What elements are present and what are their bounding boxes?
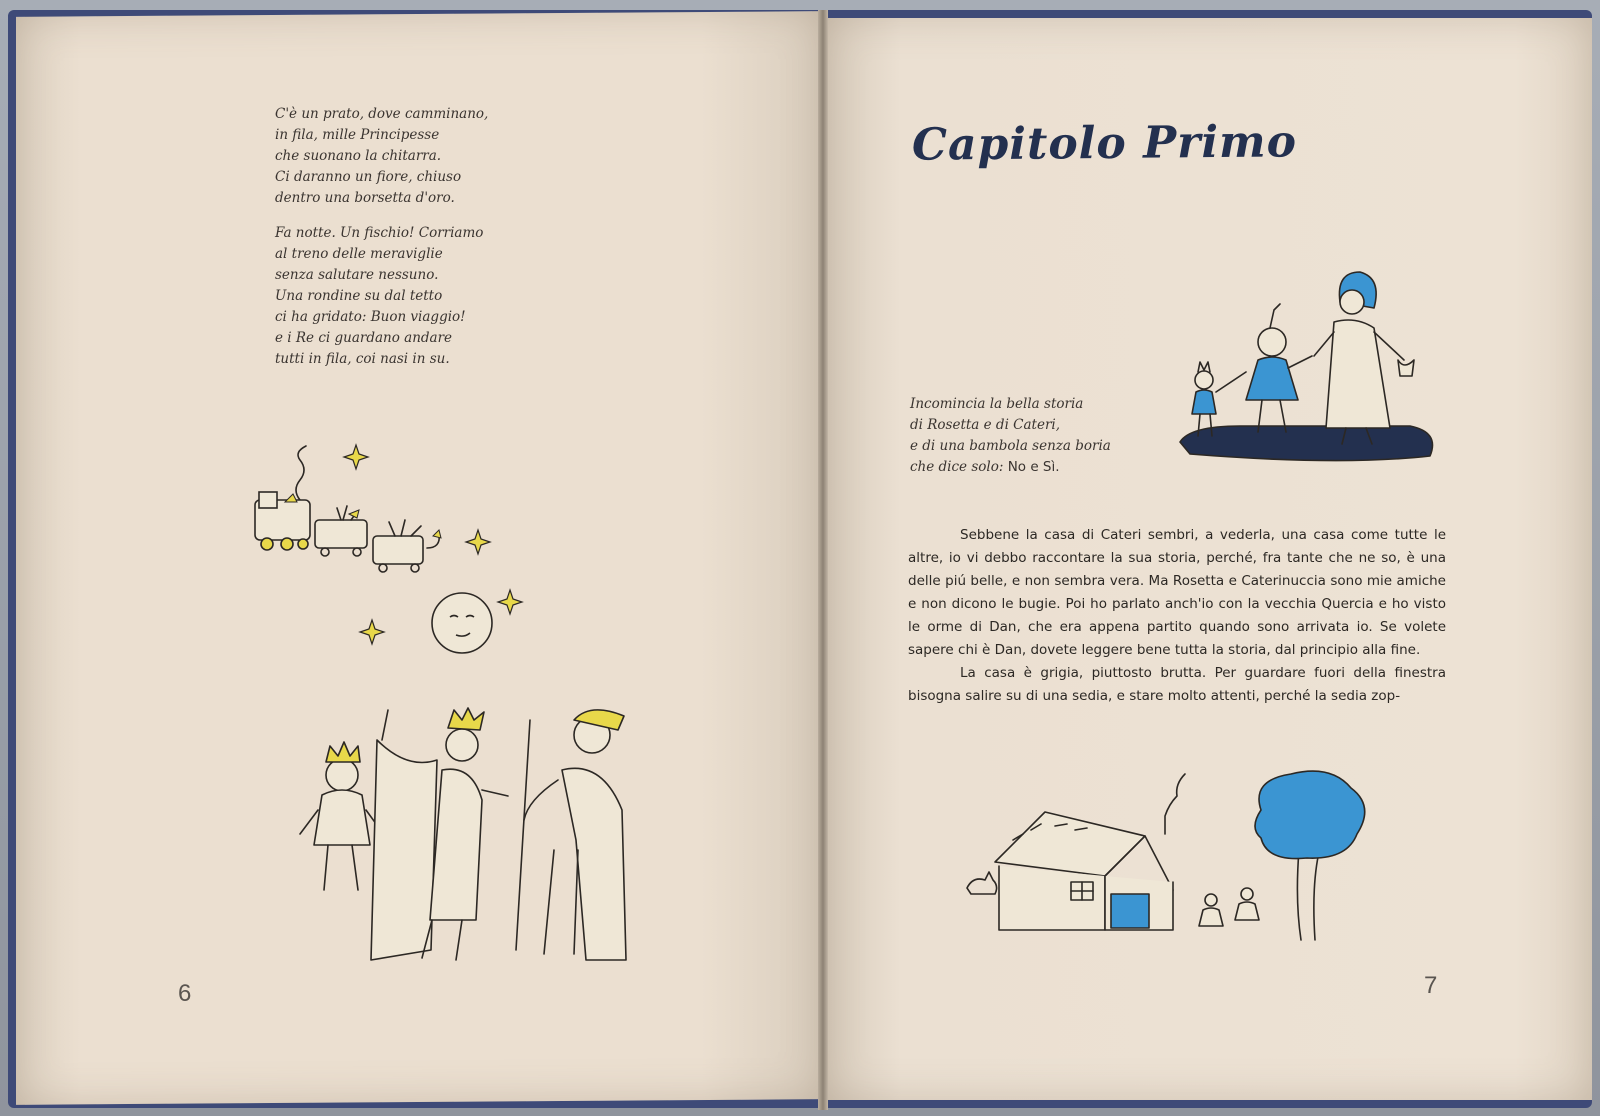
intro-line-last: [910, 457, 1170, 478]
cat-icon: [967, 872, 997, 894]
body-paragraph: La casa è grigia, piuttosto brutta. Per guardare fuori della finestra bisogna salire su di una sedia, e stare molto attenti, perché la sedia zop-: [908, 665, 1446, 704]
star-icon: [466, 530, 490, 554]
poem-line: al treno delle meraviglie: [275, 246, 443, 262]
intro-line: e di una bambola senza boria: [910, 438, 1111, 454]
poem-line: Fa notte. Un fischio! Corriamo: [275, 225, 484, 241]
poem-line: Una rondine su dal tetto: [275, 288, 443, 304]
poem-line: tutti in fila, coi nasi in su.: [275, 351, 450, 367]
house-and-tree-illustration: [965, 770, 1385, 960]
poem-line: dentro una borsetta d'oro.: [275, 190, 455, 206]
poem-line: C'è un prato, dove camminano,: [275, 106, 489, 122]
intro-line: Incomincia la bella storia: [910, 396, 1084, 412]
moon-icon: [432, 593, 492, 653]
intro-line: di Rosetta e di Cateri,: [910, 417, 1061, 433]
poem-line: e i Re ci guardano andare: [275, 330, 453, 346]
poem-line: ci ha gridato: Buon viaggio!: [275, 309, 466, 325]
chapter-title: Capitolo Primo: [911, 116, 1298, 171]
intro-line-bold: No e Sì.: [1007, 459, 1060, 475]
body-paragraph: Sebbene la casa di Cateri sembri, a vederla, una casa come tutte le altre, io vi debbo raccontare la sua storia, perché, fra tante che ne so, è una delle piú belle, e non sembra vera. Ma Rosetta e Caterinuccia sono mie amiche e non dicono le bugie. Poi ho parlato anch'io con la vecchia Quercia e ho visto le orme di Dan, che era appena partito quando sono arrivata io. Se volete sapere chi è Dan, dovete leggere bene tutta la storia, dal principio alla fine.: [908, 527, 1446, 658]
poem-line: in fila, mille Principesse: [275, 127, 440, 143]
three-kings-illustration: [262, 700, 652, 970]
poem-line: Ci daranno un fiore, chiuso: [275, 169, 462, 185]
star-icon: [360, 620, 384, 644]
poem-line: che suonano la chitarra.: [275, 148, 442, 164]
chapter-intro: [910, 394, 1170, 478]
intro-line-prefix: che dice solo:: [910, 459, 1008, 475]
page-number-left: 6: [178, 980, 192, 1007]
poem-line: senza salutare nessuno.: [275, 267, 439, 283]
poem: [275, 104, 575, 384]
book-gutter: [818, 10, 828, 1110]
star-icon: [498, 590, 522, 614]
page-number-right: 7: [1424, 972, 1438, 999]
stars-and-moon: [350, 445, 530, 665]
girls-and-doll-illustration: [1180, 272, 1450, 472]
poem-stanza-2: [275, 223, 575, 370]
poem-stanza-1: [275, 104, 575, 209]
chapter-body: [908, 524, 1446, 708]
